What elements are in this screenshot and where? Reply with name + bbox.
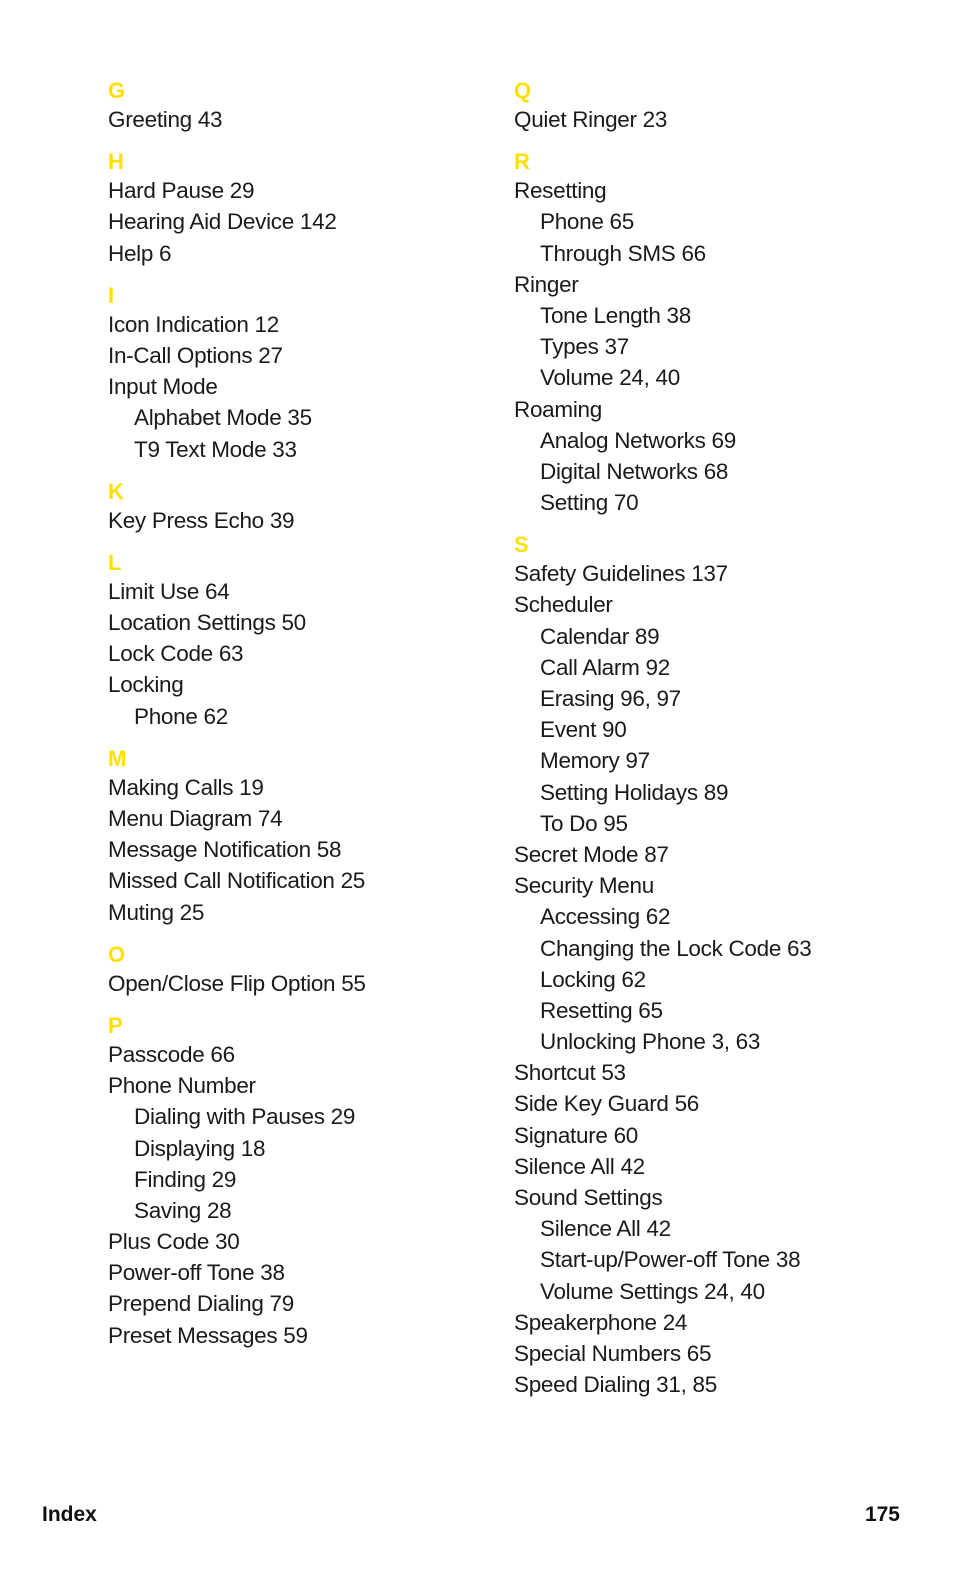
index-subentry: To Do 95 [540,810,628,836]
index-entry: Side Key Guard 56 [514,1091,700,1117]
index-entry: Plus Code 30 [108,1229,240,1255]
index-section [514,149,934,518]
index-entry: Prepend Dialing 79 [108,1291,294,1317]
index-subentry: Erasing 96, 97 [540,686,681,711]
index-entry: Safety Guidelines 137 [514,561,728,587]
index-section [514,78,934,135]
index-entry: Secret Mode 87 [514,841,669,867]
index-subentry: Alphabet Mode 35 [134,405,312,431]
index-subentry: Tone Length 38 [540,302,691,328]
section-letter: O [108,941,126,967]
index-subentry: Finding 29 [134,1166,237,1192]
index-entry: Preset Messages 59 [108,1322,308,1348]
section-letter: R [514,149,530,175]
section-letter: H [108,149,124,175]
index-subentry: Phone 65 [540,209,634,235]
index-entry: Roaming [514,396,602,422]
section-letter: L [108,549,122,575]
index-subentry: Silence All 42 [540,1216,671,1242]
index-section [108,149,498,269]
index-section [514,532,934,1400]
index-entry: Key Press Echo 39 [108,507,295,533]
index-subentry: Locking 62 [540,966,646,992]
index-entry: Resetting [514,178,607,204]
index-entry: Special Numbers 65 [514,1340,712,1366]
index-entry: Limit Use 64 [108,578,230,604]
index-section [108,942,498,999]
index-section [108,479,498,536]
index-entry: In-Call Options 27 [108,342,283,368]
index-entry: Muting 25 [108,899,205,925]
index-subentry: Dialing with Pauses 29 [134,1104,356,1130]
index-subentry: Event 90 [540,717,627,743]
index-section [108,1013,498,1351]
index-subentry: Start-up/Power-off Tone 38 [540,1247,801,1273]
index-subentry: Phone 62 [134,703,228,729]
index-entry: Help 6 [108,240,172,266]
index-entry: Quiet Ringer 23 [514,107,668,132]
index-subentry: Setting Holidays 89 [540,779,729,805]
index-subentry: Setting 70 [540,490,639,516]
index-entry: Menu Diagram 74 [108,806,283,831]
index-subentry: Call Alarm 92 [540,654,670,680]
section-letter: S [514,532,529,558]
index-entry: Passcode 66 [108,1041,235,1067]
index-entry: Open/Close Flip Option 55 [108,970,366,996]
index-entry: Scheduler [514,592,613,618]
index-subentry: T9 Text Mode 33 [134,436,297,462]
index-section [108,746,498,928]
index-entry: Input Mode [108,374,218,400]
index-entry: Speakerphone 24 [514,1309,688,1335]
index-subentry: Unlocking Phone 3, 63 [540,1029,761,1055]
index-entry: Lock Code 63 [108,641,244,667]
index-subentry: Calendar 89 [540,623,660,649]
index-subentry: Memory 97 [540,748,650,774]
index-entry: Hearing Aid Device 142 [108,209,337,235]
index-subentry: Resetting 65 [540,997,663,1023]
index-subentry: Digital Networks 68 [540,458,729,484]
index-subentry: Displaying 18 [134,1135,266,1161]
index-entry: Speed Dialing 31, 85 [514,1372,717,1398]
index-subentry: Accessing 62 [540,904,671,930]
index-entry: Security Menu [514,873,654,899]
index-entry: Missed Call Notification 25 [108,868,366,894]
index-subentry: Saving 28 [134,1197,232,1223]
index-column-right [514,78,934,1414]
index-section [108,283,498,465]
page-number: 175 [864,1503,900,1526]
index-column-left [108,78,498,1365]
index-subentry: Changing the Lock Code 63 [540,935,812,961]
index-subentry: Analog Networks 69 [540,427,736,453]
index-section [108,78,498,135]
index-entry: Hard Pause 29 [108,178,255,204]
section-letter: G [108,78,126,103]
index-entry: Signature 60 [514,1122,638,1148]
index-entry: Ringer [514,271,579,297]
section-letter: I [108,282,115,308]
section-letter: P [108,1012,123,1038]
index-subentry: Through SMS 66 [540,240,706,266]
index-entry: Greeting 43 [108,107,223,132]
index-subentry: Types 37 [540,334,629,360]
index-subentry: Volume Settings 24, 40 [540,1278,765,1304]
index-entry: Locking [108,672,184,698]
index-subentry: Volume 24, 40 [540,365,680,391]
index-entry: Icon Indication 12 [108,311,279,337]
section-letter: M [108,745,127,771]
index-entry: Location Settings 50 [108,610,306,636]
index-entry: Sound Settings [514,1185,663,1210]
index-entry: Shortcut 53 [514,1060,626,1086]
index-entry: Message Notification 58 [108,837,342,863]
section-letter: K [108,478,124,504]
footer-section-label: Index [42,1503,97,1526]
section-letter: Q [514,78,532,103]
index-entry: Making Calls 19 [108,774,264,800]
index-entry: Silence All 42 [514,1153,645,1179]
index-section [108,550,498,732]
index-entry: Power-off Tone 38 [108,1260,285,1286]
index-entry: Phone Number [108,1073,256,1099]
